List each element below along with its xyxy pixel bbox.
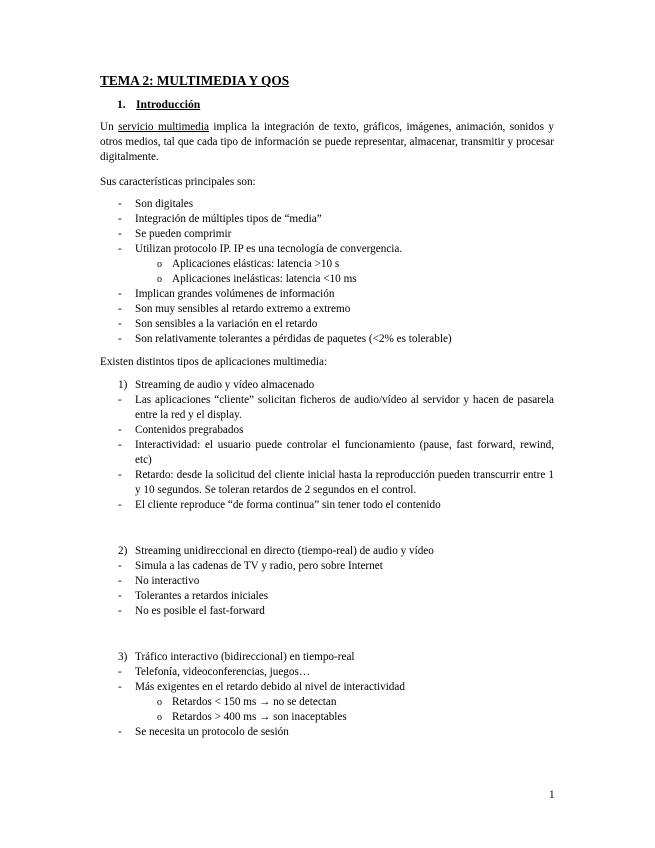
- list-item: - No es posible el fast-forward: [118, 605, 265, 617]
- list-item: - Utilizan protocolo IP. IP es una tecnología de convergencia.: [118, 243, 403, 255]
- page-title: TEMA 2: MULTIMEDIA Y QOS: [100, 73, 290, 88]
- list-item: - Contenidos pregrabados: [118, 424, 244, 436]
- sub-list-item: o Retardos > 400 ms → son inaceptables: [157, 711, 347, 723]
- intro-paragraph: [100, 120, 554, 165]
- page-number: 1: [549, 789, 555, 801]
- list-item: - Implican grandes volúmenes de información: [118, 288, 335, 300]
- list-item: - Simula a las cadenas de TV y radio, pero sobre Internet: [118, 560, 383, 572]
- sub-list-item: o Aplicaciones inelásticas: latencia <10 ms: [157, 273, 357, 285]
- list-item: - Integración de múltiples tipos de “media”: [118, 213, 322, 225]
- list-item: - Interactividad: el usuario puede controlar el funcionamiento (pause, fast forward, rewind, etc): [118, 439, 554, 466]
- list-item: - Más exigentes en el retardo debido al nivel de interactividad: [118, 681, 405, 693]
- list-item: - Retardo: desde la solicitud del cliente inicial hasta la reproducción pueden transcurrir entre 1 y 10 segundos. Se toleran retardos de 2 segundos en el control.: [118, 469, 554, 496]
- section-title: Introducción: [136, 98, 201, 111]
- list-item: - No interactivo: [118, 575, 200, 587]
- section-number: 1.: [117, 98, 126, 111]
- type1-heading: 1) Streaming de audio y vídeo almacenado: [118, 379, 315, 391]
- characteristics-intro: Sus características principales son:: [100, 176, 256, 188]
- list-item: - Las aplicaciones “cliente” solicitan ficheros de audio/vídeo al servidor y hacen de pasarela entre la red y el display.: [118, 394, 554, 421]
- list-item: - Se pueden comprimir: [118, 228, 232, 240]
- list-item: - Tolerantes a retardos iniciales: [118, 590, 269, 602]
- list-item: - Telefonía, videoconferencias, juegos…: [118, 666, 311, 678]
- sub-list-item: o Retardos < 150 ms → no se detectan: [157, 696, 337, 708]
- list-item: - Se necesita un protocolo de sesión: [118, 726, 289, 738]
- list-item: - Son muy sensibles al retardo extremo a extremo: [118, 303, 351, 315]
- type1-list: [100, 378, 554, 513]
- section-heading: [117, 97, 200, 112]
- list-item: - Son digitales: [118, 198, 194, 210]
- sub-list-item: o Aplicaciones elásticas: latencia >10 s: [157, 258, 340, 270]
- type3-heading: 3) Tráfico interactivo (bidireccional) en tiempo-real: [118, 651, 355, 663]
- list-item: - El cliente reproduce “de forma continua” sin tener todo el contenido: [118, 499, 441, 511]
- list-item: - Son relativamente tolerantes a pérdidas de paquetes (<2% es tolerable): [118, 333, 452, 345]
- type3-list: [100, 650, 554, 740]
- characteristics-list: [100, 197, 554, 347]
- list-item: - Son sensibles a la variación en el retardo: [118, 318, 318, 330]
- intro-term: servicio multimedia: [118, 121, 209, 133]
- type2-heading: 2) Streaming unidireccional en directo (tiempo-real) de audio y vídeo: [118, 545, 434, 557]
- intro-post: implica la integración de texto, gráficos, imágenes, animación, sonidos y otros medios, tal que cada tipo de información se puede representar, almacenar, transmitir y procesar digitalmente.: [100, 121, 554, 163]
- intro-pre: Un: [100, 121, 119, 133]
- type2-list: [100, 544, 554, 619]
- types-intro: Existen distintos tipos de aplicaciones multimedia:: [100, 356, 328, 368]
